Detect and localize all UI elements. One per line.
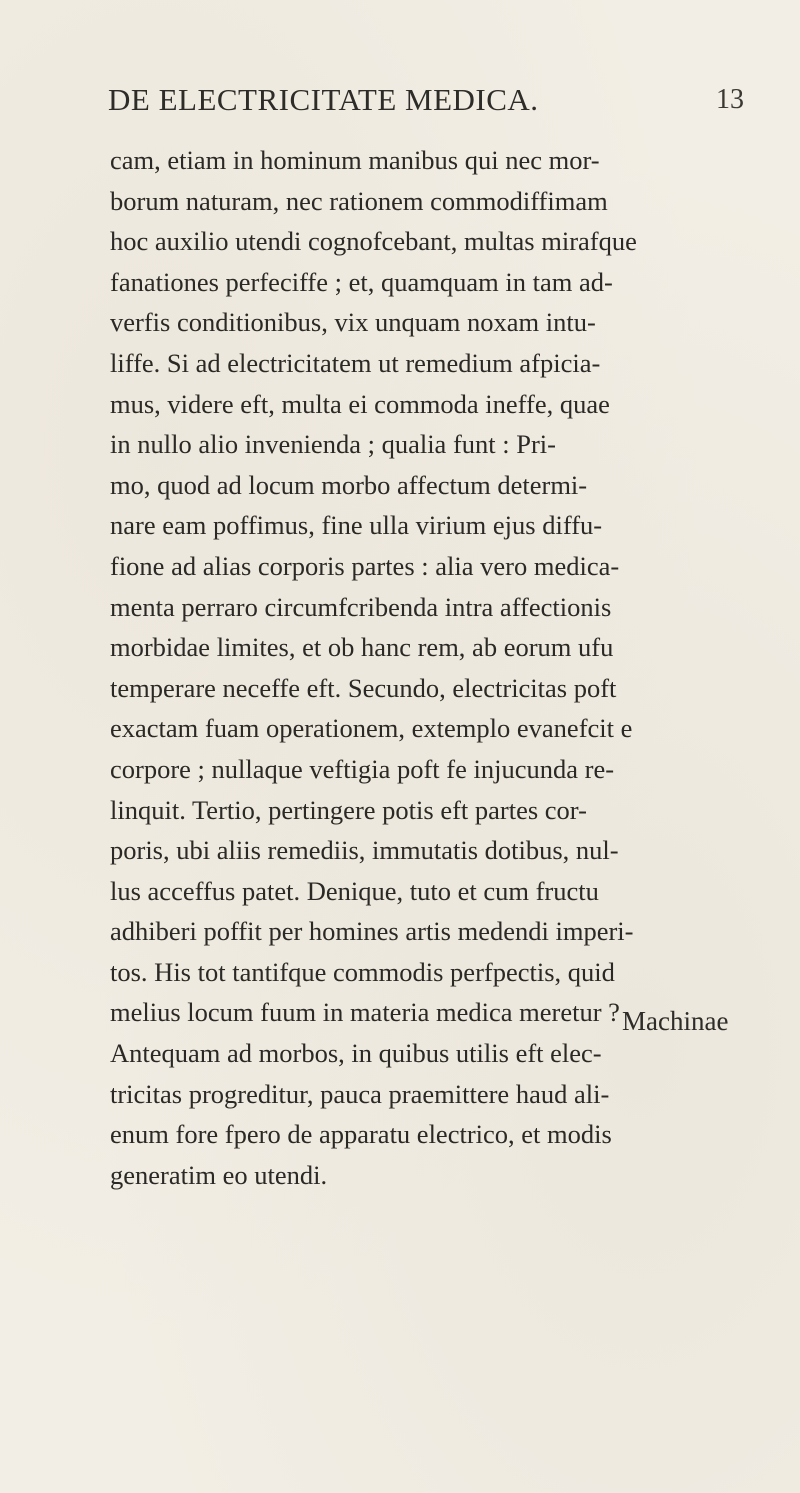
text-line: mus, videre eft, multa ei commoda ineffe, quae: [110, 388, 610, 419]
text-line: in nullo alio invenienda ; qualia funt : Pri-: [110, 429, 556, 460]
text-line: mo, quod ad locum morbo affectum determi-: [110, 469, 588, 500]
text-line: borum naturam, nec rationem commodiffimam: [110, 185, 608, 216]
text-line: lus acceffus patet. Denique, tuto et cum fructu: [110, 875, 599, 906]
text-line: liffe. Si ad electricitatem ut remedium afpicia-: [110, 347, 601, 378]
text-line: corpore ; nullaque veftigia poft fe injucunda re-: [110, 753, 615, 784]
body-text: [110, 140, 740, 1195]
text-line: nare eam poffimus, fine ulla virium ejus diffu-: [110, 510, 603, 541]
text-line: poris, ubi aliis remediis, immutatis dotibus, nul-: [110, 835, 619, 866]
catchword: Machinae: [622, 1006, 729, 1036]
text-line: Antequam ad morbos, in quibus utilis eft elec-: [110, 1038, 602, 1069]
text-line: adhiberi poffit per homines artis medendi imperi-: [110, 916, 634, 947]
text-line: cam, etiam in hominum manibus qui nec mor-: [110, 145, 600, 175]
page-number: 13: [716, 84, 744, 115]
text-line: fanationes perfeciffe ; et, quamquam in tam ad-: [110, 266, 613, 297]
running-title: DE ELECTRICITATE MEDICA.: [108, 82, 539, 117]
text-line: exactam fuam operationem, extemplo evanefcit e: [110, 713, 633, 744]
text-line: temperare neceffe eft. Secundo, electricitas poft: [110, 672, 617, 703]
text-line: melius locum fuum in materia medica meretur ?: [110, 997, 620, 1028]
text-line: enum fore fpero de apparatu electrico, et modis: [110, 1119, 612, 1150]
text-line: tricitas progreditur, pauca praemittere haud ali-: [110, 1078, 610, 1109]
text-line: fione ad alias corporis partes : alia vero medica-: [110, 550, 620, 581]
text-line: menta perraro circumfcribenda intra affectionis: [110, 591, 612, 622]
text-line: morbidae limites, et ob hanc rem, ab eorum ufu: [110, 632, 614, 663]
text-line: verfis conditionibus, vix unquam noxam intu-: [110, 307, 596, 338]
text-line: tos. His tot tantifque commodis perfpectis, quid: [110, 956, 615, 987]
text-line: hoc auxilio utendi cognofcebant, multas mirafque: [110, 226, 637, 257]
text-line: generatim eo utendi.: [110, 1159, 328, 1190]
text-line: linquit. Tertio, pertingere potis eft partes cor-: [110, 794, 587, 825]
